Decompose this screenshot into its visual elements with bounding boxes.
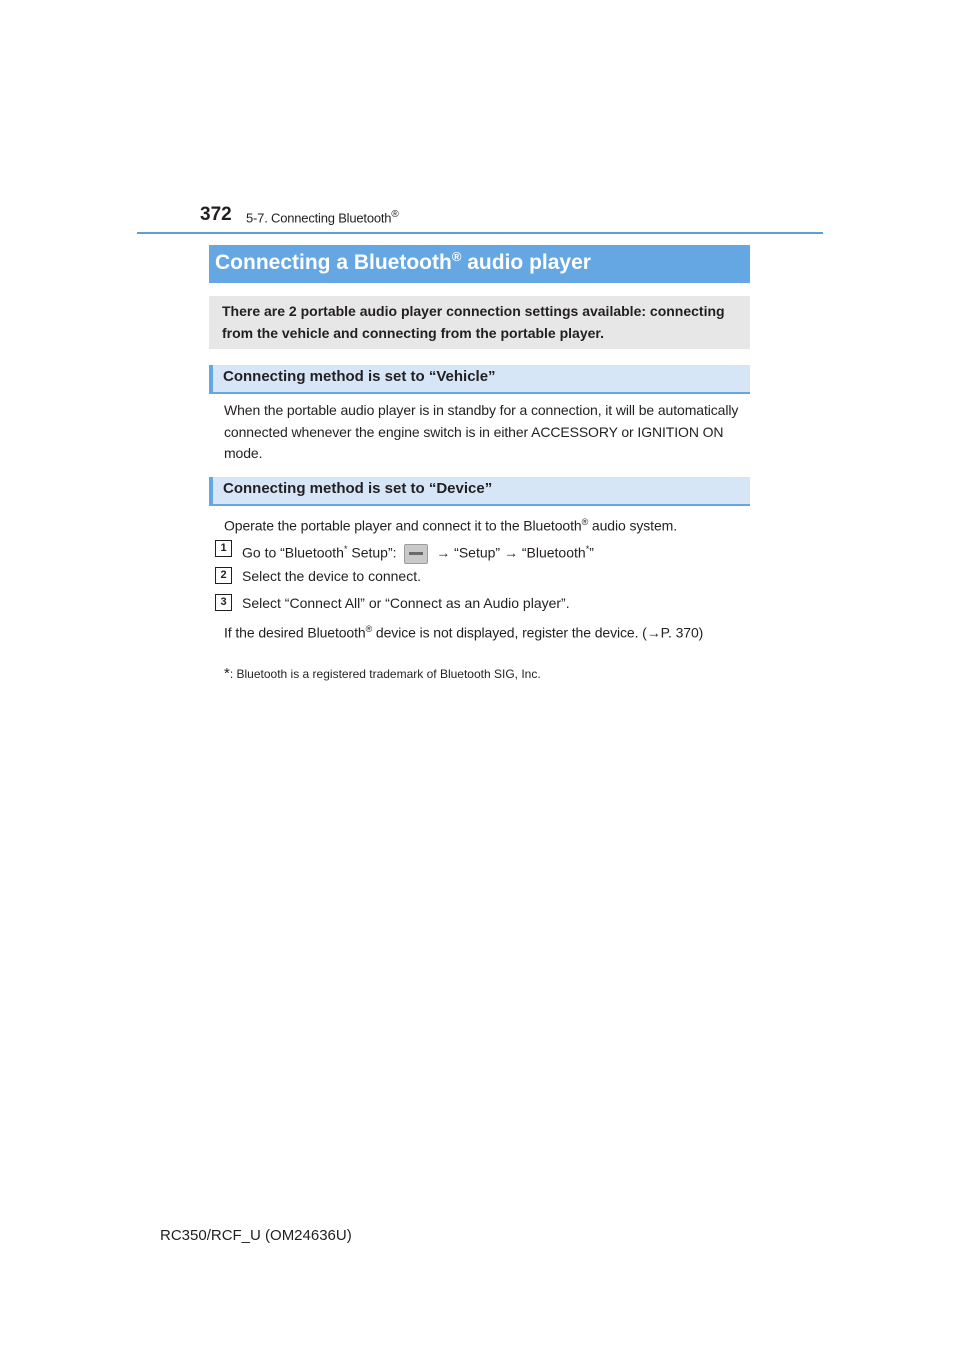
step-3: Select “Connect All” or “Connect as an Audio player”. — [242, 595, 570, 611]
footnote — [224, 665, 541, 682]
step-1 — [242, 539, 594, 564]
note-registered-mark: ® — [365, 624, 373, 634]
header-rule — [137, 232, 823, 234]
device-text-before: Operate the portable player and connect it to the Bluetooth — [224, 517, 582, 534]
step-2: Select the device to connect. — [242, 568, 421, 584]
step-1-part-b: Setup”: — [347, 544, 401, 561]
subheading-device-text: Connecting method is set to “Device” — [223, 480, 493, 497]
note-before: If the desired Bluetooth — [224, 624, 366, 641]
device-description — [224, 512, 677, 537]
title-prefix: Connecting a Bluetooth — [215, 251, 452, 274]
subheading-device — [209, 477, 750, 506]
footnote-text: : Bluetooth is a registered trademark of Bluetooth SIG, Inc. — [229, 667, 541, 681]
step-1-part-a: Go to “Bluetooth — [242, 544, 344, 561]
device-note — [224, 619, 748, 644]
page-number: 372 — [200, 204, 232, 225]
device-registered-mark: ® — [581, 517, 589, 527]
intro-text: There are 2 portable audio player connection settings available: connecting from the vehicle and connecting from the portable player. — [222, 303, 725, 341]
section-header — [246, 209, 399, 225]
step-1-part-c: → “Setup” → “Bluetooth — [432, 544, 586, 561]
subheading-accent — [209, 477, 213, 504]
footnote-star: * — [224, 665, 230, 682]
footer-code: RC350/RCF_U (OM24636U) — [160, 1227, 352, 1244]
step-1-part-d: ” — [589, 544, 594, 561]
step-number-2: 2 — [215, 567, 232, 584]
menu-icon — [404, 544, 428, 564]
device-text-after: audio system. — [588, 517, 677, 534]
subheading-vehicle-text: Connecting method is set to “Vehicle” — [223, 368, 496, 385]
subheading-accent — [209, 365, 213, 392]
registered-mark: ® — [391, 209, 399, 220]
subheading-vehicle — [209, 365, 750, 394]
vehicle-description: When the portable audio player is in standby for a connection, it will be automatically connected whenever the engine switch is in either ACCESSORY or IGNITION ON mode. — [224, 402, 739, 461]
title-suffix: audio player — [461, 251, 591, 274]
step-number-1: 1 — [215, 540, 232, 557]
step-1-star: * — [343, 544, 348, 554]
note-after: device is not displayed, register the device. (→P. 370) — [372, 624, 704, 641]
title-registered-mark: ® — [451, 249, 462, 264]
section-header-text: 5-7. Connecting Bluetooth — [246, 210, 392, 226]
page-title — [215, 249, 591, 275]
step-1-star-2: * — [585, 544, 590, 554]
step-number-3: 3 — [215, 594, 232, 611]
